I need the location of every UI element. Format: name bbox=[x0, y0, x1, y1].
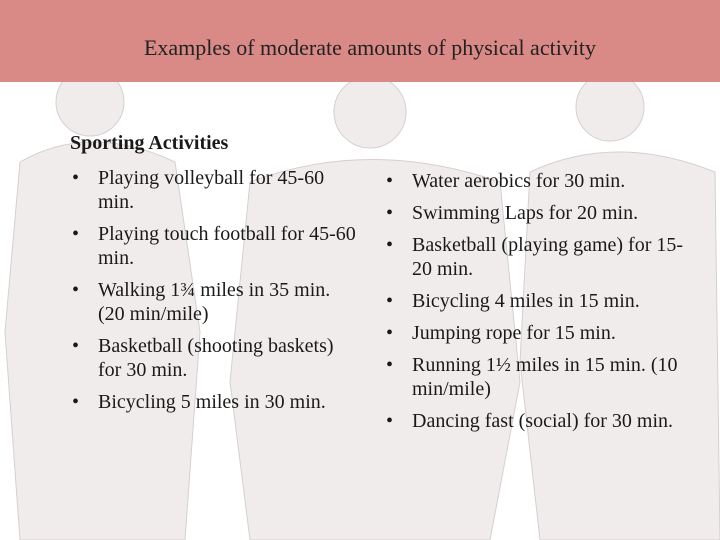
list-item-text: Walking 1¾ miles in 35 min. (20 min/mile) bbox=[98, 279, 331, 325]
left-activity-list bbox=[70, 166, 360, 422]
list-item-text: Playing volleyball for 45-60 min. bbox=[98, 167, 325, 213]
list-item bbox=[384, 169, 684, 193]
slide-title: Examples of moderate amounts of physical activity bbox=[143, 35, 597, 60]
bullet-icon: • bbox=[386, 170, 394, 192]
list-item-text: Jumping rope for 15 min. bbox=[412, 322, 616, 344]
list-item-text: Playing touch football for 45-60 min. bbox=[98, 223, 356, 269]
list-item bbox=[70, 222, 360, 270]
list-item bbox=[384, 321, 684, 345]
bullet-icon: • bbox=[386, 354, 394, 376]
section-heading: Sporting Activities bbox=[70, 132, 229, 154]
list-item-text: Water aerobics for 30 min. bbox=[412, 170, 626, 192]
list-item bbox=[70, 390, 360, 414]
list-item-text: Bicycling 4 miles in 15 min. bbox=[412, 290, 640, 312]
list-item-text: Basketball (playing game) for 15-20 min. bbox=[412, 234, 684, 280]
list-item-text: Bicycling 5 miles in 30 min. bbox=[98, 391, 326, 413]
list-item bbox=[384, 353, 684, 401]
bullet-icon: • bbox=[386, 290, 394, 312]
list-item bbox=[384, 289, 684, 313]
list-item bbox=[384, 233, 684, 281]
list-item bbox=[384, 201, 684, 225]
right-activity-list bbox=[384, 169, 684, 441]
list-item bbox=[70, 334, 360, 382]
list-item-text: Dancing fast (social) for 30 min. bbox=[412, 410, 674, 432]
bullet-icon: • bbox=[386, 410, 394, 432]
list-item bbox=[70, 166, 360, 214]
bullet-icon: • bbox=[72, 391, 80, 413]
list-item-text: Running 1½ miles in 15 min. (10 min/mile) bbox=[412, 354, 678, 400]
bullet-icon: • bbox=[386, 322, 394, 344]
bullet-icon: • bbox=[72, 335, 80, 357]
bullet-icon: • bbox=[72, 223, 80, 245]
bullet-icon: • bbox=[72, 279, 80, 301]
bullet-icon: • bbox=[72, 167, 80, 189]
bullet-icon: • bbox=[386, 234, 394, 256]
list-item-text: Swimming Laps for 20 min. bbox=[412, 202, 639, 224]
list-item-text: Basketball (shooting baskets) for 30 min. bbox=[98, 335, 334, 381]
bullet-icon: • bbox=[386, 202, 394, 224]
list-item bbox=[70, 278, 360, 326]
list-item bbox=[384, 409, 684, 433]
